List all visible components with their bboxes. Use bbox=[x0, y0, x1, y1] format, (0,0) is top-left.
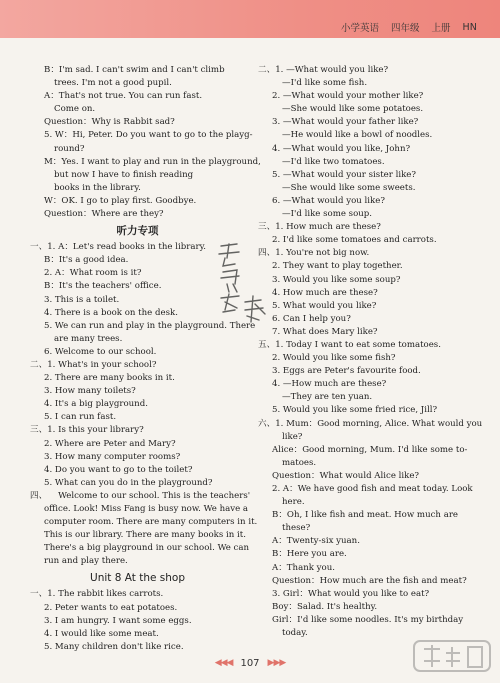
edition-label: HN bbox=[462, 21, 477, 33]
text-line: but now I have to finish reading bbox=[54, 169, 194, 180]
text-line: run and play there. bbox=[44, 556, 128, 567]
text-line: 三、1. Is this your library? bbox=[30, 425, 144, 436]
text-line: today. bbox=[282, 628, 308, 639]
text-line: —I'd like some soup. bbox=[282, 209, 373, 220]
text-line: 6. Welcome to our school. bbox=[44, 346, 157, 357]
text-line: 4. There is a book on the desk. bbox=[44, 307, 178, 318]
text-line: There's a big playground in our school. We can bbox=[44, 543, 250, 554]
text-line: Question：Why is Rabbit sad? bbox=[44, 117, 175, 128]
text-line: 三、1. How much are these? bbox=[258, 222, 381, 233]
text-line: here. bbox=[282, 497, 305, 508]
section-heading: 听力专项 bbox=[116, 225, 159, 238]
text-line: 4. —How much are these? bbox=[272, 379, 387, 390]
text-line: W：OK. I go to play first. Goodbye. bbox=[44, 195, 197, 206]
text-line: 5. I can run fast. bbox=[44, 412, 117, 423]
text-line: B：Oh, I like fish and meat. How much are bbox=[272, 510, 459, 521]
text-line: 2. Where are Peter and Mary? bbox=[44, 438, 176, 449]
watermark-stamp bbox=[412, 639, 492, 673]
text-line: 五、1. Today I want to eat some tomatoes. bbox=[258, 339, 441, 350]
text-line: matoes. bbox=[282, 457, 317, 468]
text-line: B：Here you are. bbox=[272, 549, 347, 560]
right-column bbox=[258, 64, 486, 640]
text-line: 一、1. A：Let's read books in the library. bbox=[30, 242, 207, 253]
text-line: these? bbox=[282, 523, 311, 534]
text-line: 4. How much are these? bbox=[272, 287, 378, 298]
text-line: A：Twenty-six yuan. bbox=[272, 536, 360, 547]
text-line: 2. Would you like some fish? bbox=[272, 353, 396, 364]
page-number: 107 bbox=[240, 657, 260, 669]
text-line: A：Thank you. bbox=[272, 562, 335, 573]
text-line: 5. What would you like? bbox=[272, 300, 377, 311]
triple-right-arrow-icon: ▶▶▶ bbox=[267, 658, 286, 668]
handwritten-marks bbox=[215, 240, 271, 328]
text-line: are many trees. bbox=[54, 333, 123, 344]
text-line: 四、1. You're not big now. bbox=[258, 248, 370, 259]
text-line: 5. W：Hi, Peter. Do you want to go to the playg- bbox=[44, 130, 253, 141]
left-column bbox=[30, 64, 261, 654]
text-line: 2. There are many books in it. bbox=[44, 373, 175, 384]
book-header bbox=[341, 19, 486, 35]
text-line: 六、1. Mum：Good morning, Alice. What would you bbox=[258, 418, 483, 429]
text-line: 3. —What would your father like? bbox=[272, 117, 419, 128]
text-line: B：I'm sad. I can't swim and I can't climb bbox=[44, 65, 225, 75]
text-line: 2. A：What room is it? bbox=[44, 268, 142, 279]
text-line: —I'd like some fish. bbox=[282, 78, 368, 89]
text-line: Question：What would Alice like? bbox=[272, 470, 420, 481]
text-line: —She would like some sweets. bbox=[282, 182, 416, 193]
text-line: 二、1. What's in your school? bbox=[30, 359, 157, 370]
text-line: Question：How much are the fish and meat? bbox=[272, 575, 467, 586]
text-line: —She would like some potatoes. bbox=[282, 104, 424, 115]
text-line: computer room. There are many computers in it. bbox=[44, 517, 258, 528]
text-line: 3. How many toilets? bbox=[44, 386, 136, 397]
grade-label: 四年级 bbox=[391, 23, 420, 34]
text-line: M：Yes. I want to play and run in the playground, bbox=[44, 156, 261, 167]
text-line: 3. Eggs are Peter's favourite food. bbox=[272, 366, 421, 377]
text-line: Boy：Salad. It's healthy. bbox=[272, 601, 378, 612]
text-line: office. Look! Miss Fang is busy now. We have a bbox=[44, 504, 249, 514]
text-line: 3. How many computer rooms? bbox=[44, 451, 181, 462]
text-line: 四、 Welcome to our school. This is the teachers' bbox=[30, 490, 251, 501]
text-line: B：It's the teachers' office. bbox=[44, 281, 162, 292]
text-line: like? bbox=[282, 431, 303, 442]
text-line: 3. Would you like some soup? bbox=[272, 274, 401, 285]
volume-label: 上册 bbox=[431, 23, 451, 34]
text-line: —They are ten yuan. bbox=[282, 392, 373, 403]
text-line: 二、1. —What would you like? bbox=[258, 65, 389, 75]
text-line: Question：Where are they? bbox=[44, 209, 164, 220]
text-line: 4. —What would you like, John? bbox=[272, 143, 411, 154]
text-line: Girl：I'd like some noodles. It's my birthday bbox=[272, 614, 464, 625]
text-line: 5. —What would your sister like? bbox=[272, 169, 416, 180]
text-line: 5. Would you like some fried rice, Jill? bbox=[272, 405, 438, 416]
text-line: 2. A：We have good fish and meat today. Look bbox=[272, 484, 473, 494]
text-line: round? bbox=[54, 143, 85, 154]
text-line: 6. Can I help you? bbox=[272, 313, 351, 324]
text-line: B：It's a good idea. bbox=[44, 255, 129, 266]
text-line: 2. Peter wants to eat potatoes. bbox=[44, 602, 178, 613]
text-line: This is our library. There are many books in it. bbox=[44, 530, 246, 541]
text-line: 2. —What would your mother like? bbox=[272, 91, 424, 102]
text-line: Come on. bbox=[54, 104, 96, 115]
text-line: 2. I'd like some tomatoes and carrots. bbox=[272, 235, 437, 246]
text-line: 4. Do you want to go to the toilet? bbox=[44, 464, 193, 475]
text-line: 3. Girl：What would you like to eat? bbox=[272, 588, 430, 599]
triple-left-arrow-icon: ◀◀◀ bbox=[214, 658, 233, 668]
text-line: —I'd like two tomatoes. bbox=[282, 156, 385, 167]
text-line: trees. I'm not a good pupil. bbox=[54, 78, 172, 89]
text-line: Alice：Good morning, Mum. I'd like some to- bbox=[272, 444, 468, 455]
text-line: —He would like a bowl of noodles. bbox=[282, 130, 433, 141]
text-line: A：That's not true. You can run fast. bbox=[44, 91, 203, 102]
text-line: 2. They want to play together. bbox=[272, 261, 403, 272]
text-line: 4. It's a big playground. bbox=[44, 399, 148, 410]
subject-label: 小学英语 bbox=[341, 23, 380, 34]
unit-title: Unit 8 At the shop bbox=[90, 572, 185, 585]
text-line: 6. —What would you like? bbox=[272, 195, 385, 206]
text-line: 5. We can run and play in the playground. There bbox=[44, 320, 256, 331]
text-line: 5. What can you do in the playground? bbox=[44, 477, 213, 488]
text-line: 4. I would like some meat. bbox=[44, 628, 159, 639]
text-line: 5. Many children don't like rice. bbox=[44, 641, 184, 652]
text-line: 7. What does Mary like? bbox=[272, 326, 378, 337]
text-line: books in the library. bbox=[54, 182, 141, 193]
text-line: 3. I am hungry. I want some eggs. bbox=[44, 615, 192, 626]
text-line: 一、1. The rabbit likes carrots. bbox=[30, 589, 164, 600]
text-line: 3. This is a toilet. bbox=[44, 294, 120, 305]
